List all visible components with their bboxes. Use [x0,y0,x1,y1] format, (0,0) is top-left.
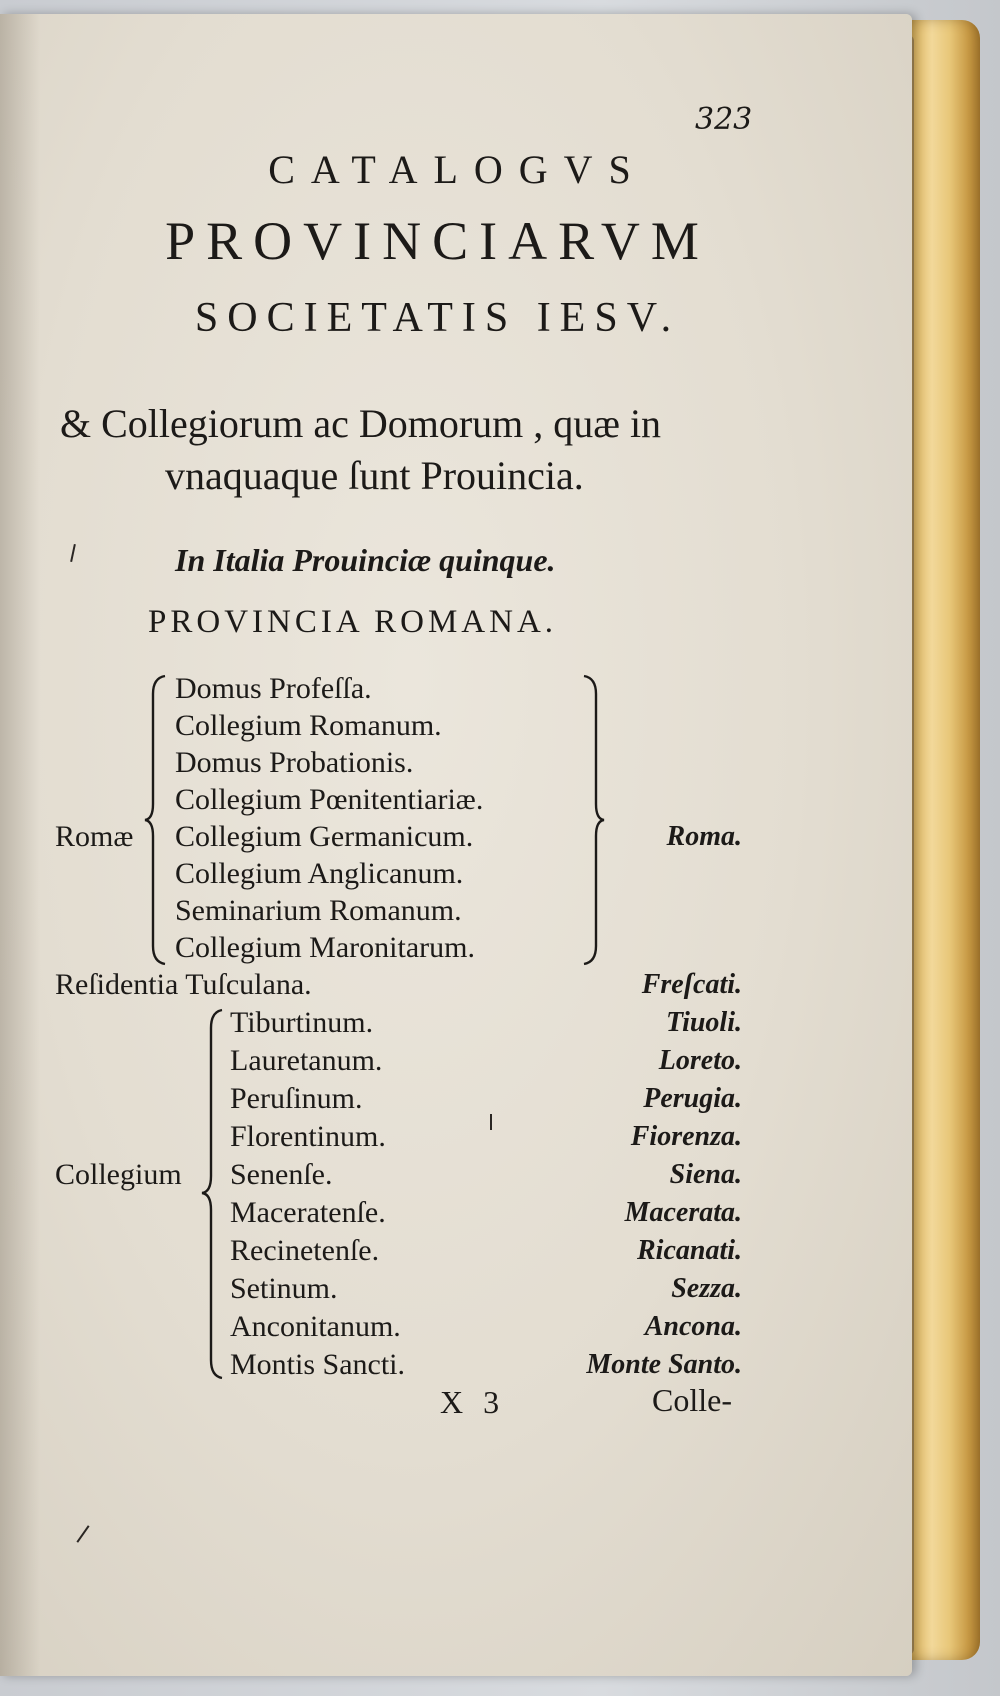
collegium-item: Senenſe. [230,1158,333,1191]
collegium-city: Sezza. [671,1273,742,1304]
collegium-item: Maceratenſe. [230,1196,386,1229]
collegium-city: Macerata. [624,1197,742,1228]
province-heading: PROVINCIA ROMANA. [148,604,558,640]
page-number: 323 [695,102,753,137]
collegium-item: Tiburtinum. [230,1006,374,1039]
romae-right-brace [580,674,610,966]
collegium-item: Setinum. [230,1272,338,1305]
collegium-city: Siena. [669,1159,742,1190]
collegium-item: Peruſinum. [230,1082,363,1115]
stray-mark [76,1525,89,1543]
romae-city: Roma. [666,821,742,852]
collegium-label: Collegium [55,1158,182,1191]
book-page [0,14,912,1676]
title-catalogus: CATALOGVS [268,147,647,192]
collegium-item: Recinetenſe. [230,1234,380,1267]
collegium-city: Perugia. [643,1083,742,1114]
collegium-city: Ancona. [644,1311,742,1342]
stray-mark [70,544,76,562]
romae-item: Seminarium Romanum. [175,894,462,927]
collegium-city: Loreto. [658,1045,742,1076]
romae-item: Collegium Romanum. [175,709,442,742]
romae-item: Collegium Maronitarum. [175,931,475,964]
collegium-city: Tiuoli. [666,1007,742,1038]
collegium-city: Ricanati. [636,1235,742,1266]
residentia-label: Reſidentia Tuſculana. [55,968,312,1001]
romae-item: Collegium Pœnitentiariæ. [175,783,484,816]
collegium-item: Lauretanum. [230,1044,383,1077]
collegium-item: Florentinum. [230,1120,386,1153]
romae-item: Domus Profeſſa. [175,672,372,705]
title-provinciarum: PROVINCIARVM [165,211,710,271]
collegium-item: Anconitanum. [230,1310,401,1343]
collegium-item: Montis Sancti. [230,1348,406,1381]
romae-label: Romæ [55,820,134,853]
stray-mark [490,1114,492,1130]
title-societatis: SOCIETATIS IESV. [194,295,681,341]
romae-item: Collegium Germanicum. [175,820,474,853]
italia-heading: In Italia Prouinciæ quinque. [175,542,556,578]
romae-item: Collegium Anglicanum. [175,857,464,890]
collegium-city: Fiorenza. [630,1121,742,1152]
catchword: Colle- [652,1382,732,1418]
romae-left-brace [143,674,173,966]
collegium-left-brace [200,1008,230,1380]
subtitle-line-2: vnaquaque ſunt Prouincia. [165,453,584,498]
subtitle-line-1: & Collegiorum ac Domorum , quæ in [60,401,662,446]
romae-item: Domus Probationis. [175,746,414,779]
collegium-city: Monte Santo. [586,1349,742,1380]
signature-mark: X 3 [440,1384,506,1420]
residentia-city: Freſcati. [641,969,742,1000]
